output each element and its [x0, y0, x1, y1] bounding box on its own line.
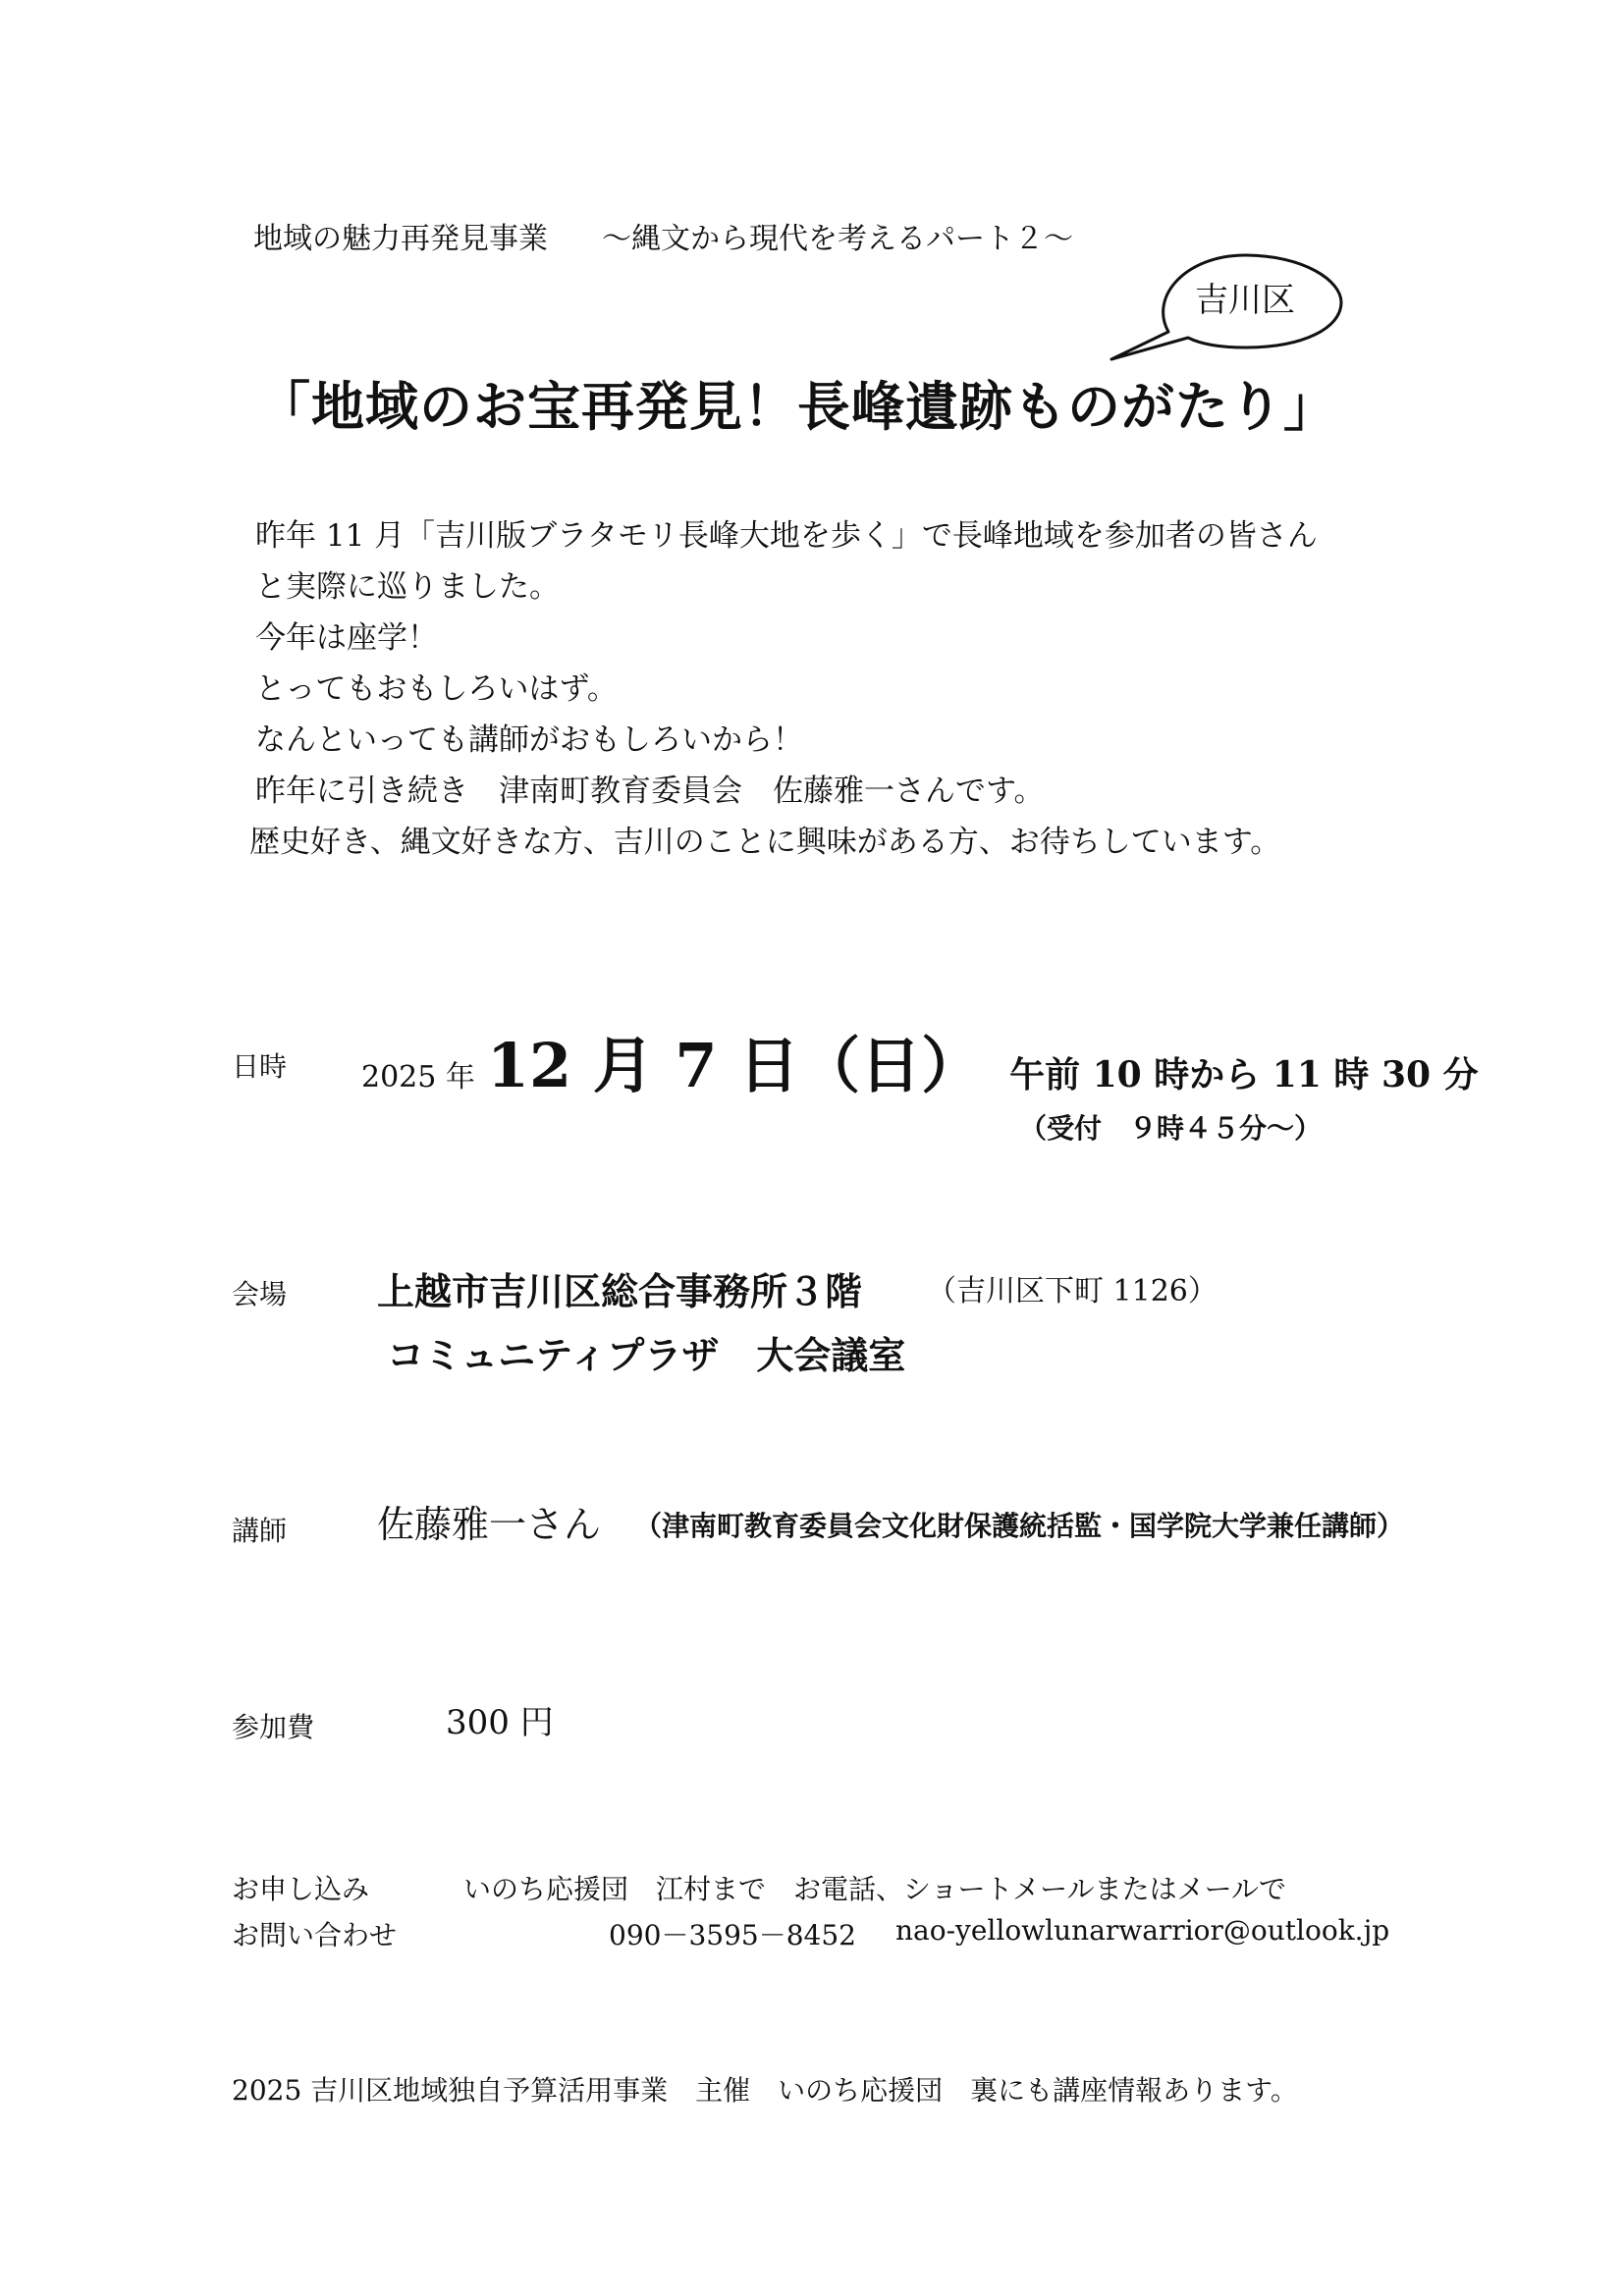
intro-line: なんといっても講師がおもしろいから！	[255, 722, 803, 758]
venue-name: 上越市吉川区総合事務所３階	[377, 1270, 863, 1313]
intro-line: 今年は座学！	[255, 620, 438, 656]
apply-label: お申し込み	[232, 1873, 370, 1905]
lecturer-name: 佐藤雅一さん	[377, 1503, 602, 1546]
venue-room: コミュニティプラザ 大会議室	[387, 1334, 906, 1377]
email-address: nao-yellowlunarwarrior@outlook.jp	[895, 1914, 1390, 1947]
venue-address: （吉川区下町 1126）	[927, 1274, 1218, 1308]
series-header	[253, 214, 1073, 257]
intro-line: とってもおもしろいはず。	[255, 671, 618, 707]
intro-line: 歴史好き、縄文好きな方、吉川のことに興味がある方、お待ちしています。	[249, 825, 1281, 860]
reception-time: （受付 ９時４５分～）	[1019, 1112, 1323, 1145]
intro-line: 昨年 11 月「吉川版ブラタモリ長峰大地を歩く」で長峰地域を参加者の皆さん	[255, 518, 1318, 554]
date-year: 2025 年	[361, 1060, 475, 1095]
apply-text: いのち応援団 江村まで お電話、ショートメールまたはメールで	[463, 1873, 1287, 1905]
bubble-label: 吉川区	[1195, 281, 1295, 320]
fee-value: 300 円	[446, 1703, 554, 1742]
date-time: 午前 10 時から 11 時 30 分	[1009, 1054, 1479, 1095]
lecturer-label: 講師	[232, 1515, 288, 1547]
intro-line: と実際に巡りました。	[255, 569, 560, 605]
inquiry-label: お問い合わせ	[232, 1919, 398, 1951]
date-line	[361, 1017, 1479, 1104]
venue-label: 会場	[232, 1278, 288, 1310]
fee-label: 参加費	[232, 1711, 315, 1743]
series-subtitle: ～縄文から現代を考えるパート２～	[602, 222, 1073, 256]
intro-line: 昨年に引き続き 津南町教育委員会 佐藤雅一さんです。	[255, 774, 1045, 809]
footer-note: 2025 吉川区地域独自予算活用事業 主催 いのち応援団 裏にも講座情報あります。	[232, 2074, 1298, 2107]
lecturer-title: （津南町教育委員会文化財保護統括監・国学院大学兼任講師）	[634, 1510, 1405, 1542]
date-label: 日時	[232, 1050, 288, 1083]
date-day: 12 月 7 日（日）	[486, 1030, 983, 1101]
intro-text	[249, 510, 1318, 868]
page-title: 「地域のお宝再発見！長峰遺跡ものがたり」	[257, 376, 1337, 438]
series-name: 地域の魅力再発見事業	[253, 222, 548, 256]
phone-number: 090－3595－8452	[609, 1919, 856, 1951]
